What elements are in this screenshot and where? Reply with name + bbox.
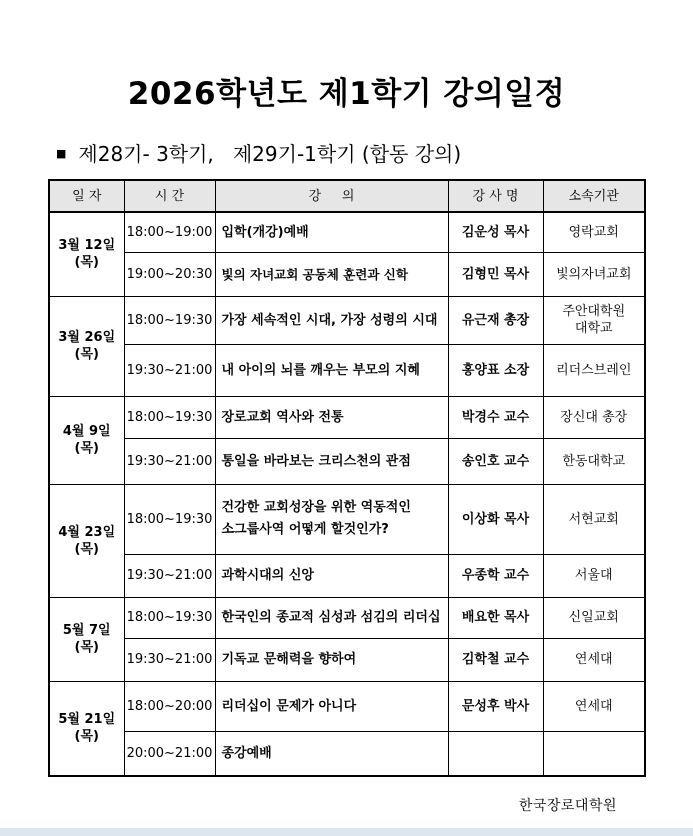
- lecture-cell: 한국인의 종교적 심성과 섬김의 리더십: [215, 597, 448, 638]
- table-row: [49, 681, 645, 731]
- lecture-cell: [215, 484, 448, 554]
- table-row: [49, 484, 645, 554]
- org-cell: 연세대: [543, 638, 645, 681]
- table-row: [49, 344, 645, 396]
- org-cell: 서현교회: [543, 484, 645, 554]
- org-cell: 영락교회: [543, 212, 645, 252]
- lecture-cell: 리더십이 문제가 아니다: [215, 681, 448, 731]
- date-label: 5월 7일: [62, 623, 111, 638]
- time-cell: 19:00~20:30: [124, 252, 215, 296]
- speaker-cell: 김형민 목사: [448, 252, 543, 296]
- org-cell: 빛의자녀교회: [543, 252, 645, 296]
- org-label: 주안대학원대학교: [562, 304, 626, 336]
- date-label: 3월 26일: [58, 330, 116, 345]
- section-heading-text: 제28기- 3학기, 제29기-1학기 (합동 강의): [78, 142, 462, 166]
- date-cell: [49, 396, 124, 484]
- lecture-cell: 입학(개강)예배: [215, 212, 448, 252]
- date-label: 3월 12일: [58, 238, 116, 254]
- date-label: 5월 21일: [58, 712, 116, 728]
- page-title: 2026학년도 제1학기 강의일정: [127, 76, 566, 112]
- lecture-cell: 과학시대의 신앙: [215, 554, 448, 597]
- org-cell: 장신대 총장: [543, 396, 645, 438]
- lecture-cell: 종강예배: [215, 731, 448, 776]
- weekday-label: (목): [74, 541, 99, 557]
- weekday-label: (목): [74, 441, 99, 456]
- time-cell: 19:30~21:00: [124, 438, 215, 484]
- header-org: 소속기관: [543, 180, 645, 212]
- weekday-label: (목): [74, 255, 99, 271]
- header-speaker: 강 사 명: [448, 180, 543, 212]
- header-lecture: 강 의: [215, 180, 448, 212]
- time-cell: 20:00~21:00: [124, 731, 215, 776]
- table-header-row: [49, 180, 645, 212]
- schedule-table: [48, 179, 646, 777]
- lecture-cell: 빛의 자녀교회 공동체 훈련과 신학: [215, 252, 448, 296]
- speaker-cell: 유근재 총장: [448, 296, 543, 344]
- lecture-cell: 장로교회 역사와 전통: [215, 396, 448, 438]
- section-heading: [56, 138, 461, 167]
- speaker-cell: 송인호 교수: [448, 438, 543, 484]
- date-label: 4월 9일: [62, 424, 111, 439]
- table-row: [49, 396, 645, 438]
- speaker-cell: 이상화 목사: [448, 484, 543, 554]
- org-cell: 연세대: [543, 681, 645, 731]
- header-time: 시 간: [124, 180, 215, 212]
- time-cell: 18:00~19:30: [124, 396, 215, 438]
- table-row: [49, 554, 645, 597]
- lecture-cell: 내 아이의 뇌를 깨우는 부모의 지혜: [215, 344, 448, 396]
- org-cell: 서울대: [543, 554, 645, 597]
- speaker-cell: 홍양표 소장: [448, 344, 543, 396]
- date-cell: [49, 681, 124, 776]
- org-cell: [543, 731, 645, 776]
- institution-name: 한국장로대학원: [518, 798, 617, 814]
- time-cell: 19:30~21:00: [124, 638, 215, 681]
- date-cell: [49, 212, 124, 296]
- org-cell: 한동대학교: [543, 438, 645, 484]
- time-cell: 18:00~19:30: [124, 484, 215, 554]
- table-row: [49, 731, 645, 776]
- table-row: [49, 252, 645, 296]
- weekday-label: (목): [74, 729, 99, 745]
- lecture-cell: 기독교 문해력을 향하여: [215, 638, 448, 681]
- speaker-cell: 김학철 교수: [448, 638, 543, 681]
- bottom-divider: [0, 828, 693, 836]
- table-row: [49, 638, 645, 681]
- speaker-cell: 박경수 교수: [448, 396, 543, 438]
- speaker-cell: 문성후 박사: [448, 681, 543, 731]
- date-cell: [49, 296, 124, 396]
- speaker-cell: 우종학 교수: [448, 554, 543, 597]
- time-cell: 18:00~20:00: [124, 681, 215, 731]
- org-cell: [543, 296, 645, 344]
- table-row: [49, 296, 645, 344]
- time-cell: 18:00~19:30: [124, 296, 215, 344]
- date-cell: [49, 597, 124, 681]
- lecture-cell: 통일을 바라보는 크리스천의 관점: [215, 438, 448, 484]
- lecture-cell: 가장 세속적인 시대, 가장 성령의 시대: [215, 296, 448, 344]
- square-bullet-icon: ■: [56, 147, 67, 160]
- org-cell: 신일교회: [543, 597, 645, 638]
- header-date: 일 자: [49, 180, 124, 212]
- lecture-title: 건강한 교회성장을 위한 역동적인 소그룹사역 어떻게 할것인가?: [221, 500, 411, 537]
- weekday-label: (목): [74, 640, 99, 655]
- table-row: [49, 212, 645, 252]
- speaker-cell: 김운성 목사: [448, 212, 543, 252]
- time-cell: 19:30~21:00: [124, 554, 215, 597]
- org-cell: 리더스브레인: [543, 344, 645, 396]
- speaker-cell: 배요한 목사: [448, 597, 543, 638]
- date-cell: [49, 484, 124, 597]
- time-cell: 18:00~19:00: [124, 212, 215, 252]
- weekday-label: (목): [74, 347, 99, 362]
- table-row: [49, 438, 645, 484]
- table-row: [49, 597, 645, 638]
- time-cell: 18:00~19:30: [124, 597, 215, 638]
- date-label: 4월 23일: [58, 524, 116, 540]
- time-cell: 19:30~21:00: [124, 344, 215, 396]
- speaker-cell: [448, 731, 543, 776]
